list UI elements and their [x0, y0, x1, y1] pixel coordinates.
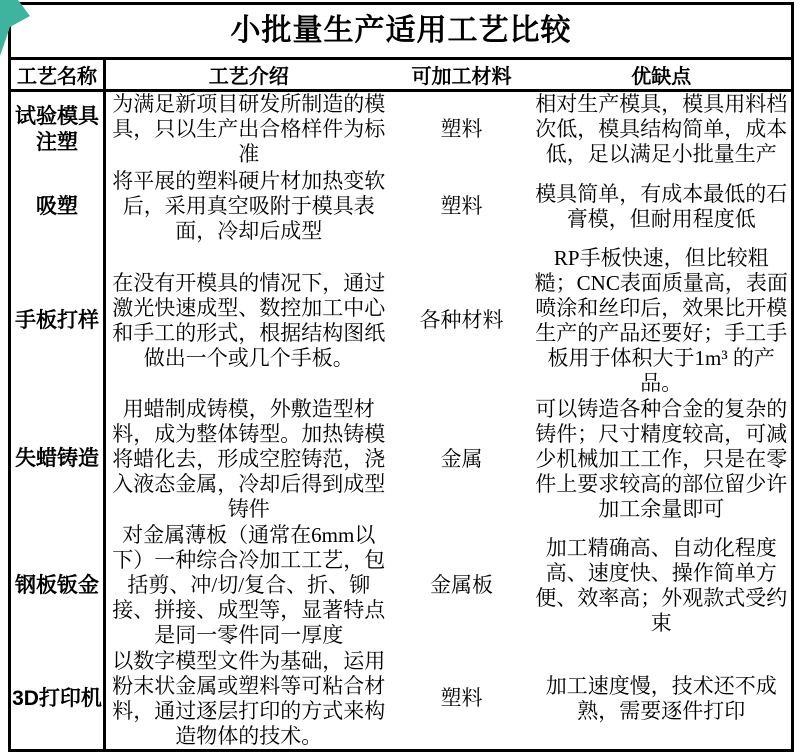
process-intro-cell[interactable]: 将平展的塑料硬片材加热变软后，采用真空吸附于模具表面，冷却后成型 — [112, 169, 386, 243]
material-cell[interactable]: 塑料 — [440, 194, 483, 218]
process-intro-cell[interactable]: 在没有开模具的情况下，通过激光快速成型、数控加工中心和手工的形式，根据结构图纸做出一个或几个手板。 — [112, 270, 386, 370]
pros-cons-cell[interactable]: 相对生产模具，模具用料档次低，模具结构简单，成本低，足以满足小批量生产 — [535, 92, 788, 167]
material-cell[interactable]: 塑料 — [440, 117, 483, 142]
process-comparison-table — [8, 2, 794, 752]
pros-cons-cell[interactable]: 模具简单，有成本最低的石膏模，但耐用程度低 — [535, 181, 788, 231]
pros-cons-cell[interactable]: 加工精确高、自动化程度高、速度快、操作简单方便、效率高；外观款式受约束 — [535, 535, 788, 635]
material-cell[interactable]: 金属 — [440, 446, 483, 471]
table-row — [10, 523, 793, 649]
pros-cons-cell[interactable]: 可以铸造各种合金的复杂的铸件；尺寸精度较高，可减少机械加工工作，只是在零件上要求较高的部位留少许加工余量即可 — [535, 396, 788, 521]
table-row — [10, 649, 793, 751]
process-intro-cell[interactable]: 用蜡制成铸模，外敷造型材料，成为整体铸型。加热铸模将蜡化去，形成空腔铸范，浇入液态金属，冷却后得到成型铸件 — [112, 396, 386, 521]
material-cell[interactable]: 塑料 — [440, 686, 483, 710]
material-cell[interactable]: 金属板 — [430, 573, 493, 597]
table-row — [10, 246, 793, 396]
material-cell[interactable]: 各种材料 — [419, 308, 504, 332]
process-intro-cell[interactable]: 对金属薄板（通常在6mm以下）一种综合冷加工工艺，包括剪、冲/切/复合、折、铆接、拼接、成型等，显著特点是同一零件同一厚度 — [112, 523, 386, 647]
process-name-cell[interactable]: 3D打印机 — [10, 649, 105, 751]
col-header-process-name[interactable]: 工艺名称 — [10, 59, 105, 91]
header-row — [10, 59, 793, 91]
process-name-cell[interactable]: 手板打样 — [10, 246, 105, 396]
teal-corner-ribbon-icon — [0, 0, 34, 65]
process-name-cell[interactable]: 吸塑 — [10, 168, 105, 246]
table-row — [10, 168, 793, 246]
title-row — [10, 4, 793, 59]
pros-cons-cell[interactable]: RP手板快速，但比较粗糙；CNC表面质量高，表面喷涂和丝印后，效果比开模生产的产品还要好；手工手板用于体积大于1m³ 的产品。 — [534, 245, 788, 395]
process-intro-cell[interactable]: 为满足新项目研发所制造的模具，只以生产出合格样件为标准 — [112, 92, 386, 167]
process-name-cell[interactable]: 失蜡铸造 — [10, 396, 105, 523]
process-intro-cell[interactable]: 以数字模型文件为基础，运用粉末状金属或塑料等可粘合材料，通过逐层打印的方式来构造物体的技术。 — [112, 648, 386, 748]
page-title[interactable]: 小批量生产适用工艺比较 — [10, 4, 793, 59]
process-name-cell[interactable]: 试验模具注塑 — [10, 91, 105, 168]
process-name-cell[interactable]: 钢板钣金 — [10, 523, 105, 649]
table-row — [10, 396, 793, 523]
pros-cons-cell[interactable]: 加工速度慢，技术还不成熟，需要逐件打印 — [545, 673, 777, 723]
col-header-pros-cons[interactable]: 优缺点 — [532, 59, 793, 91]
col-header-material[interactable]: 可加工材料 — [392, 59, 532, 91]
col-header-process-intro[interactable]: 工艺介绍 — [105, 59, 392, 91]
table-row — [10, 91, 793, 168]
